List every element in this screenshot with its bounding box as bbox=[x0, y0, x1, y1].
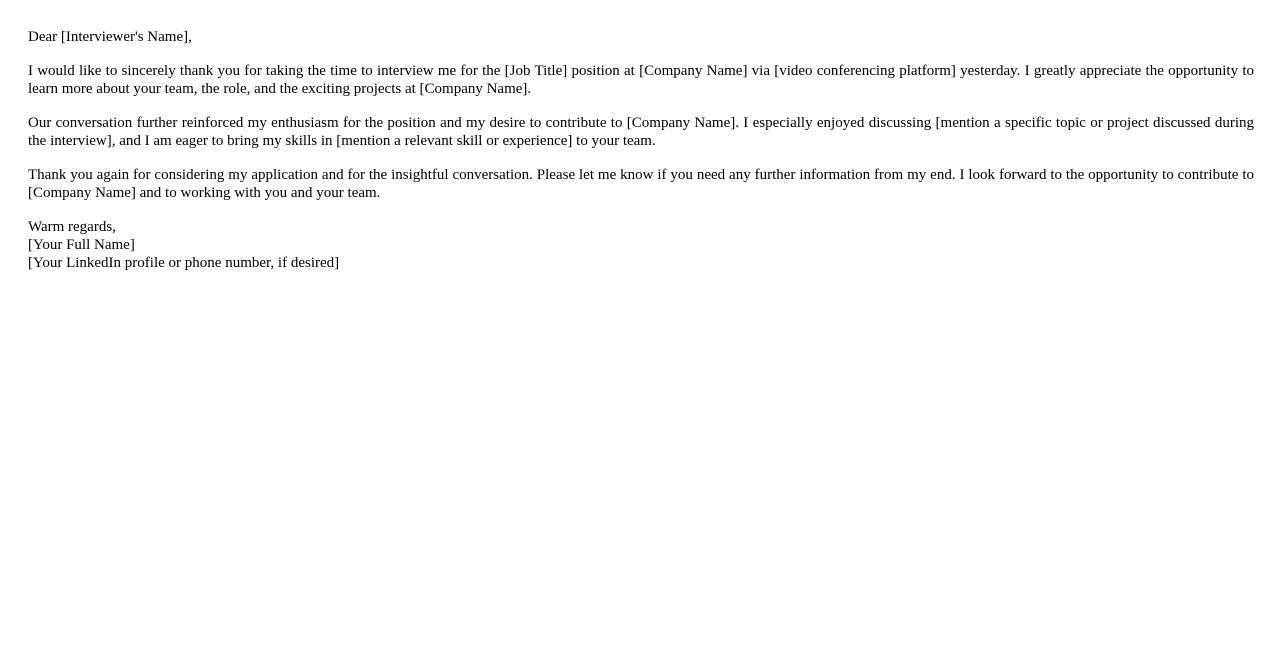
signature-name: [Your Full Name] bbox=[28, 237, 135, 253]
paragraph-enthusiasm: Our conversation further reinforced my enthusiasm for the position and my desire to contribute to [Company Name]. I especially enjoyed discussing [mention a specific topic or project discussed during the interview], and I am eager to bring my skills in [mention a relevant skill or experience] to your team. bbox=[28, 115, 1254, 149]
signature-contact: [Your LinkedIn profile or phone number, if desired] bbox=[28, 255, 340, 271]
paragraph-closing: Thank you again for considering my application and for the insightful conversation. Please let me know if you need any further information from my end. I look forward to the opportunity to contribute to [Company Name] and to working with you and your team. bbox=[28, 167, 1254, 201]
letter-body bbox=[28, 28, 1254, 288]
closing-phrase: Warm regards, bbox=[28, 219, 116, 235]
paragraph-thanks: I would like to sincerely thank you for taking the time to interview me for the [Job Title] position at [Company Name] via [video conferencing platform] yesterday. I greatly appreciate the opportunity to learn more about your team, the role, and the exciting projects at [Company Name]. bbox=[28, 63, 1254, 97]
signature-block bbox=[28, 218, 1254, 272]
salutation: Dear [Interviewer's Name], bbox=[28, 29, 192, 45]
